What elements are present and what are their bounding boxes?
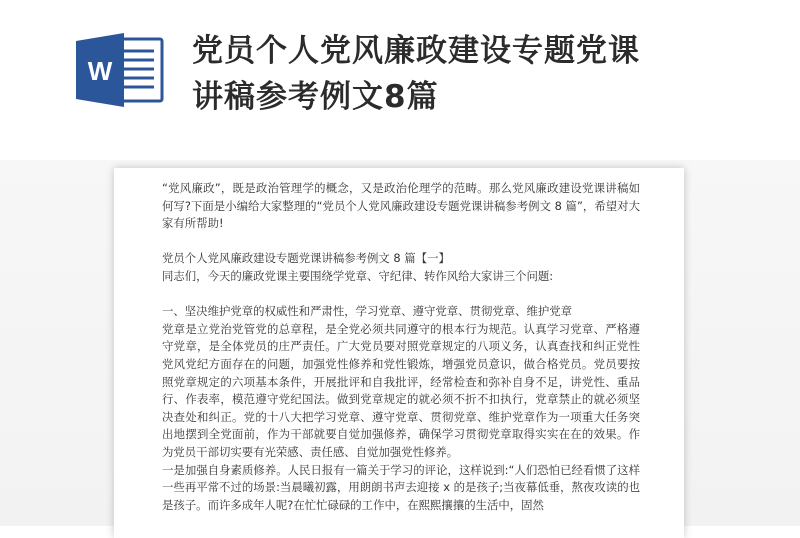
word-document-icon xyxy=(74,33,166,107)
paragraph-gap xyxy=(162,233,640,251)
page-title xyxy=(192,28,792,120)
greeting-paragraph: 同志们，今天的廉政党课主要围绕学党章、守纪律、转作风给大家讲三个问题: xyxy=(162,268,554,283)
intro-paragraph: “党风廉政”，既是政治管理学的概念，又是政治伦理学的范畴。那么党风廉政建设党课讲稿如何写?下面是小编给大家整理的“党员个人党风廉政建设专题党课讲稿参考例文 8 篇”，希望对大家有所帮助! xyxy=(162,181,640,231)
logo-letter: W xyxy=(87,56,113,86)
page-header xyxy=(0,0,800,165)
point-1-body: 党章是立党治党管党的总章程，是全党必须共同遵守的根本行为规范。认真学习党章、严格遵守党章，是全体党员的庄严责任。广大党员要对照党章规定的八项义务，认真查找和纠正党性党风党纪方面存在的问题，加强党性修养和党性锻炼，增强党员意识，做合格党员。党员要按照党章规定的六项基本条件，开展批评和自我批评，经常检查和弥补自身不足，讲党性、重品行、作表率，模范遵守党纪国法。做到党章规定的就必须不折不扣执行，党章禁止的就必须坚决查处和纠正。党的十八大把学习党章、遵守党章、贯彻党章、维护党章作为一项重大任务突出地摆到全党面前，作为干部就要自觉加强修养，确保学习贯彻党章取得实实在在的效果。作为党员干部切实要有光荣感、责任感、自觉加强党性修养。 xyxy=(162,321,640,459)
title-line-1: 党员个人党风廉政建设专题党课 xyxy=(192,33,640,69)
point-1-heading: 一、坚决维护党章的权威性和严肃性，学习党章、遵守党章、贯彻党章、维护党章 xyxy=(162,304,573,319)
document-body xyxy=(162,180,640,514)
section-title: 党员个人党风廉政建设专题党课讲稿参考例文 8 篇【一】 xyxy=(162,251,450,266)
title-line-2: 讲稿参考例文8篇 xyxy=(192,79,439,115)
document-page xyxy=(114,168,684,538)
point-2-body: 一是加强自身素质修养。人民日报有一篇关于学习的评论，这样说到:“人们恐怕已经看惯了这样一些再平常不过的场景:当晨曦初露，用朗朗书声去迎接 x 的是孩子;当夜幕低垂，熬夜攻读的也是孩子。而许多成年人呢?在忙忙碌碌的工作中，在熙熙攘攘的生活中，固然 xyxy=(162,462,640,512)
paragraph-gap xyxy=(162,286,640,304)
